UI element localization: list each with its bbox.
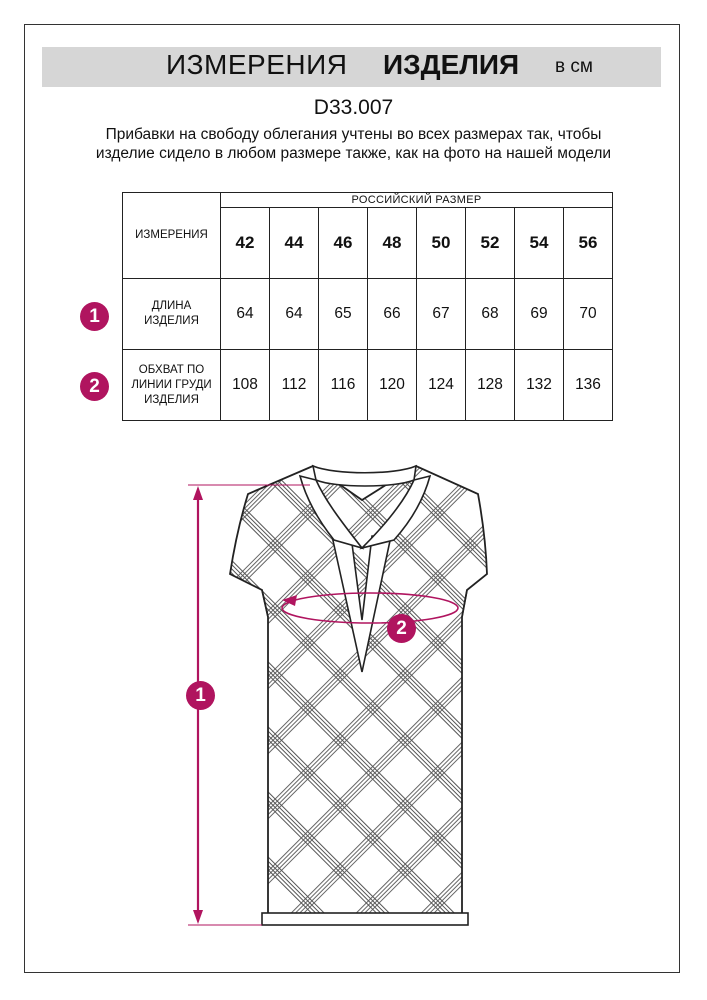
row-label-bust: ОБХВАТ ПО ЛИНИИ ГРУДИ ИЗДЕЛИЯ <box>123 350 221 421</box>
size-42: 42 <box>221 208 270 279</box>
table-cell: 116 <box>319 350 368 421</box>
size-54: 54 <box>515 208 564 279</box>
size-50: 50 <box>417 208 466 279</box>
table-cell: 67 <box>417 279 466 350</box>
row-marker-bust: 2 <box>80 372 109 401</box>
table-cell: 69 <box>515 279 564 350</box>
length-marker-badge: 1 <box>186 681 215 710</box>
table-cell: 68 <box>466 279 515 350</box>
size-56: 56 <box>564 208 613 279</box>
fit-note: Прибавки на свободу облегания учтены во всех размерах так, чтобы изделие сидело в любом размере также, как на фото на нашей модели <box>95 126 612 162</box>
header-title-bold: ИЗДЕЛИЯ <box>383 49 520 80</box>
table-cell: 64 <box>221 279 270 350</box>
bust-marker-badge: 2 <box>387 614 416 643</box>
size-48: 48 <box>368 208 417 279</box>
dress-body <box>230 466 487 915</box>
table-cell: 112 <box>270 350 319 421</box>
table-corner-label: ИЗМЕРЕНИЯ <box>123 193 221 279</box>
size-52: 52 <box>466 208 515 279</box>
header-unit: в см <box>555 56 593 77</box>
table-cell: 66 <box>368 279 417 350</box>
size-46: 46 <box>319 208 368 279</box>
table-cell: 120 <box>368 350 417 421</box>
row-label-length: ДЛИНА ИЗДЕЛИЯ <box>123 279 221 350</box>
table-cell: 64 <box>270 279 319 350</box>
size-44: 44 <box>270 208 319 279</box>
table-cell: 132 <box>515 350 564 421</box>
table-cell: 70 <box>564 279 613 350</box>
model-code: D33.007 <box>313 96 394 119</box>
table-cell: 128 <box>466 350 515 421</box>
size-group-header: РОССИЙСКИЙ РАЗМЕР <box>221 193 613 208</box>
table-cell: 108 <box>221 350 270 421</box>
hem-band <box>262 913 468 925</box>
table-cell: 136 <box>564 350 613 421</box>
header-title-light: ИЗМЕРЕНИЯ <box>166 49 348 80</box>
table-cell: 65 <box>319 279 368 350</box>
row-marker-length: 1 <box>80 302 109 331</box>
table-cell: 124 <box>417 350 466 421</box>
